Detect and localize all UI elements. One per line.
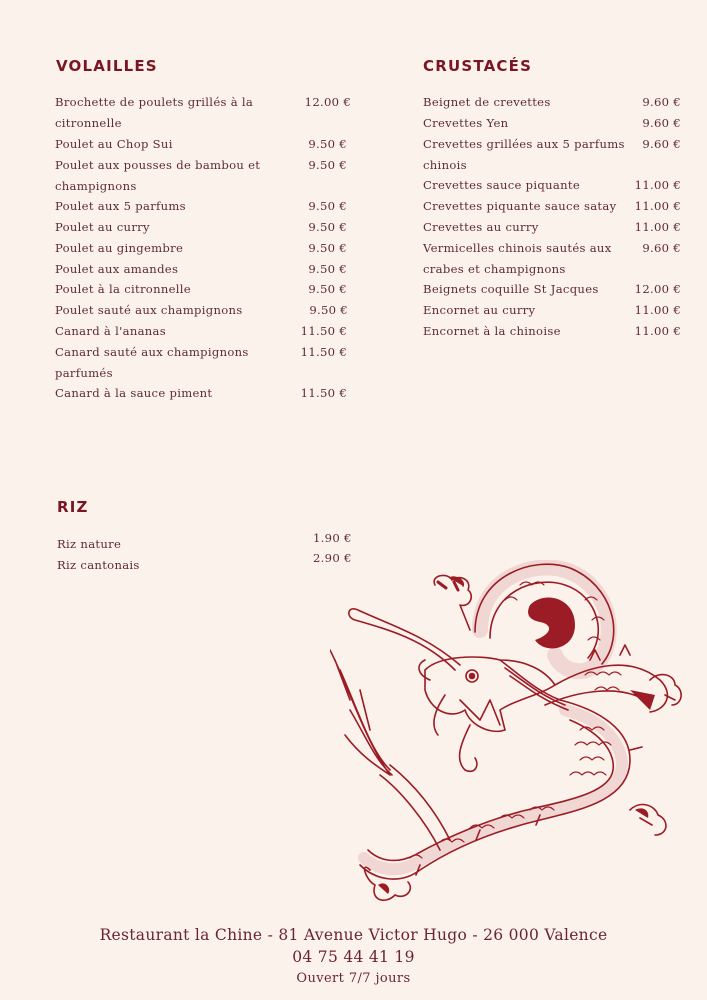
menu-item bbox=[423, 300, 681, 321]
menu-item bbox=[55, 92, 351, 134]
item-name: Riz cantonais bbox=[57, 558, 140, 572]
item-price: 9.50 € bbox=[308, 137, 347, 151]
item-name: Poulet sauté aux champignons bbox=[55, 303, 243, 317]
item-price: 9.60 € bbox=[642, 116, 681, 130]
menu-item bbox=[423, 196, 681, 217]
item-name: Poulet aux amandes bbox=[55, 262, 179, 276]
item-price: 12.00 € bbox=[634, 282, 681, 296]
item-name: Canard à la sauce piment bbox=[55, 386, 213, 400]
menu-item bbox=[55, 321, 351, 342]
item-name: Riz nature bbox=[57, 537, 122, 551]
dragon-icon bbox=[330, 560, 700, 920]
item-price: 9.50 € bbox=[308, 241, 347, 255]
item-name-line2: champignons bbox=[55, 178, 137, 193]
menu-item bbox=[423, 238, 681, 280]
item-name: Poulet au gingembre bbox=[55, 241, 184, 255]
item-price: 2.90 € bbox=[313, 551, 352, 565]
item-name-line2: citronnelle bbox=[55, 115, 122, 130]
item-name: Poulet aux pousses de bambou et bbox=[55, 158, 261, 172]
section-title-volailles: VOLAILLES bbox=[56, 57, 158, 75]
restaurant-address: Restaurant la Chine - 81 Avenue Victor Hugo - 26 000 Valence bbox=[99, 926, 608, 944]
item-price: 1.90 € bbox=[313, 531, 352, 545]
item-name: Crevettes piquante sauce satay bbox=[423, 199, 617, 213]
menu-item bbox=[423, 175, 681, 196]
item-price: 11.00 € bbox=[634, 220, 681, 234]
item-price: 9.50 € bbox=[308, 220, 347, 234]
phone-number: 04 75 44 41 19 bbox=[292, 948, 415, 966]
item-name: Vermicelles chinois sautés aux bbox=[423, 241, 612, 255]
item-name: Poulet à la citronnelle bbox=[55, 282, 191, 296]
item-price: 12.00 € bbox=[304, 95, 351, 109]
item-price: 11.00 € bbox=[634, 303, 681, 317]
menu-item bbox=[55, 279, 351, 300]
menu-item bbox=[55, 155, 351, 197]
item-price: 9.50 € bbox=[308, 158, 347, 172]
item-name: Brochette de poulets grillés à la bbox=[55, 95, 254, 109]
item-name-line2: crabes et champignons bbox=[423, 261, 566, 276]
item-name: Beignet de crevettes bbox=[423, 95, 551, 109]
item-price: 9.60 € bbox=[642, 241, 681, 255]
item-name: Beignets coquille St Jacques bbox=[423, 282, 599, 296]
item-name: Crevettes Yen bbox=[423, 116, 509, 130]
menu-item bbox=[55, 238, 351, 259]
menu-item bbox=[57, 534, 297, 555]
item-name: Canard sauté aux champignons bbox=[55, 345, 249, 359]
item-price: 9.50 € bbox=[309, 303, 348, 317]
item-price: 9.50 € bbox=[308, 262, 347, 276]
menu-item bbox=[57, 555, 297, 576]
item-name: Poulet au Chop Sui bbox=[55, 137, 173, 151]
menu-item bbox=[55, 217, 351, 238]
menu-item bbox=[423, 279, 681, 300]
item-name: Crevettes grillées aux 5 parfums bbox=[423, 137, 625, 151]
menu-item bbox=[55, 342, 351, 384]
item-name: Encornet à la chinoise bbox=[423, 324, 561, 338]
item-price: 9.50 € bbox=[308, 199, 347, 213]
section-title-crustaces: CRUSTACÉS bbox=[423, 57, 533, 75]
item-name: Canard à l'ananas bbox=[55, 324, 167, 338]
menu-item bbox=[423, 113, 681, 134]
menu-item bbox=[55, 259, 351, 280]
menu-item bbox=[423, 134, 681, 176]
item-price: 9.60 € bbox=[642, 137, 681, 151]
item-price: 11.50 € bbox=[300, 345, 347, 359]
menu-item bbox=[423, 321, 681, 342]
item-price: 9.60 € bbox=[642, 95, 681, 109]
section-title-riz: RIZ bbox=[57, 498, 89, 516]
item-name-line2: chinois bbox=[423, 157, 467, 172]
item-price: 11.50 € bbox=[300, 386, 347, 400]
item-name: Encornet au curry bbox=[423, 303, 536, 317]
item-price: 11.00 € bbox=[634, 178, 681, 192]
item-price: 11.50 € bbox=[300, 324, 347, 338]
menu-item bbox=[55, 383, 351, 404]
opening-hours: Ouvert 7/7 jours bbox=[296, 971, 411, 986]
menu-item bbox=[423, 92, 681, 113]
item-name-line2: parfumés bbox=[55, 365, 113, 380]
item-name: Crevettes au curry bbox=[423, 220, 539, 234]
item-name: Crevettes sauce piquante bbox=[423, 178, 580, 192]
item-name: Poulet au curry bbox=[55, 220, 150, 234]
item-price: 11.00 € bbox=[634, 324, 681, 338]
menu-item bbox=[55, 134, 351, 155]
item-price: 9.50 € bbox=[308, 282, 347, 296]
item-price: 11.00 € bbox=[634, 199, 681, 213]
menu-item bbox=[423, 217, 681, 238]
menu-item bbox=[55, 196, 351, 217]
item-name: Poulet aux 5 parfums bbox=[55, 199, 186, 213]
menu-item bbox=[55, 300, 351, 321]
